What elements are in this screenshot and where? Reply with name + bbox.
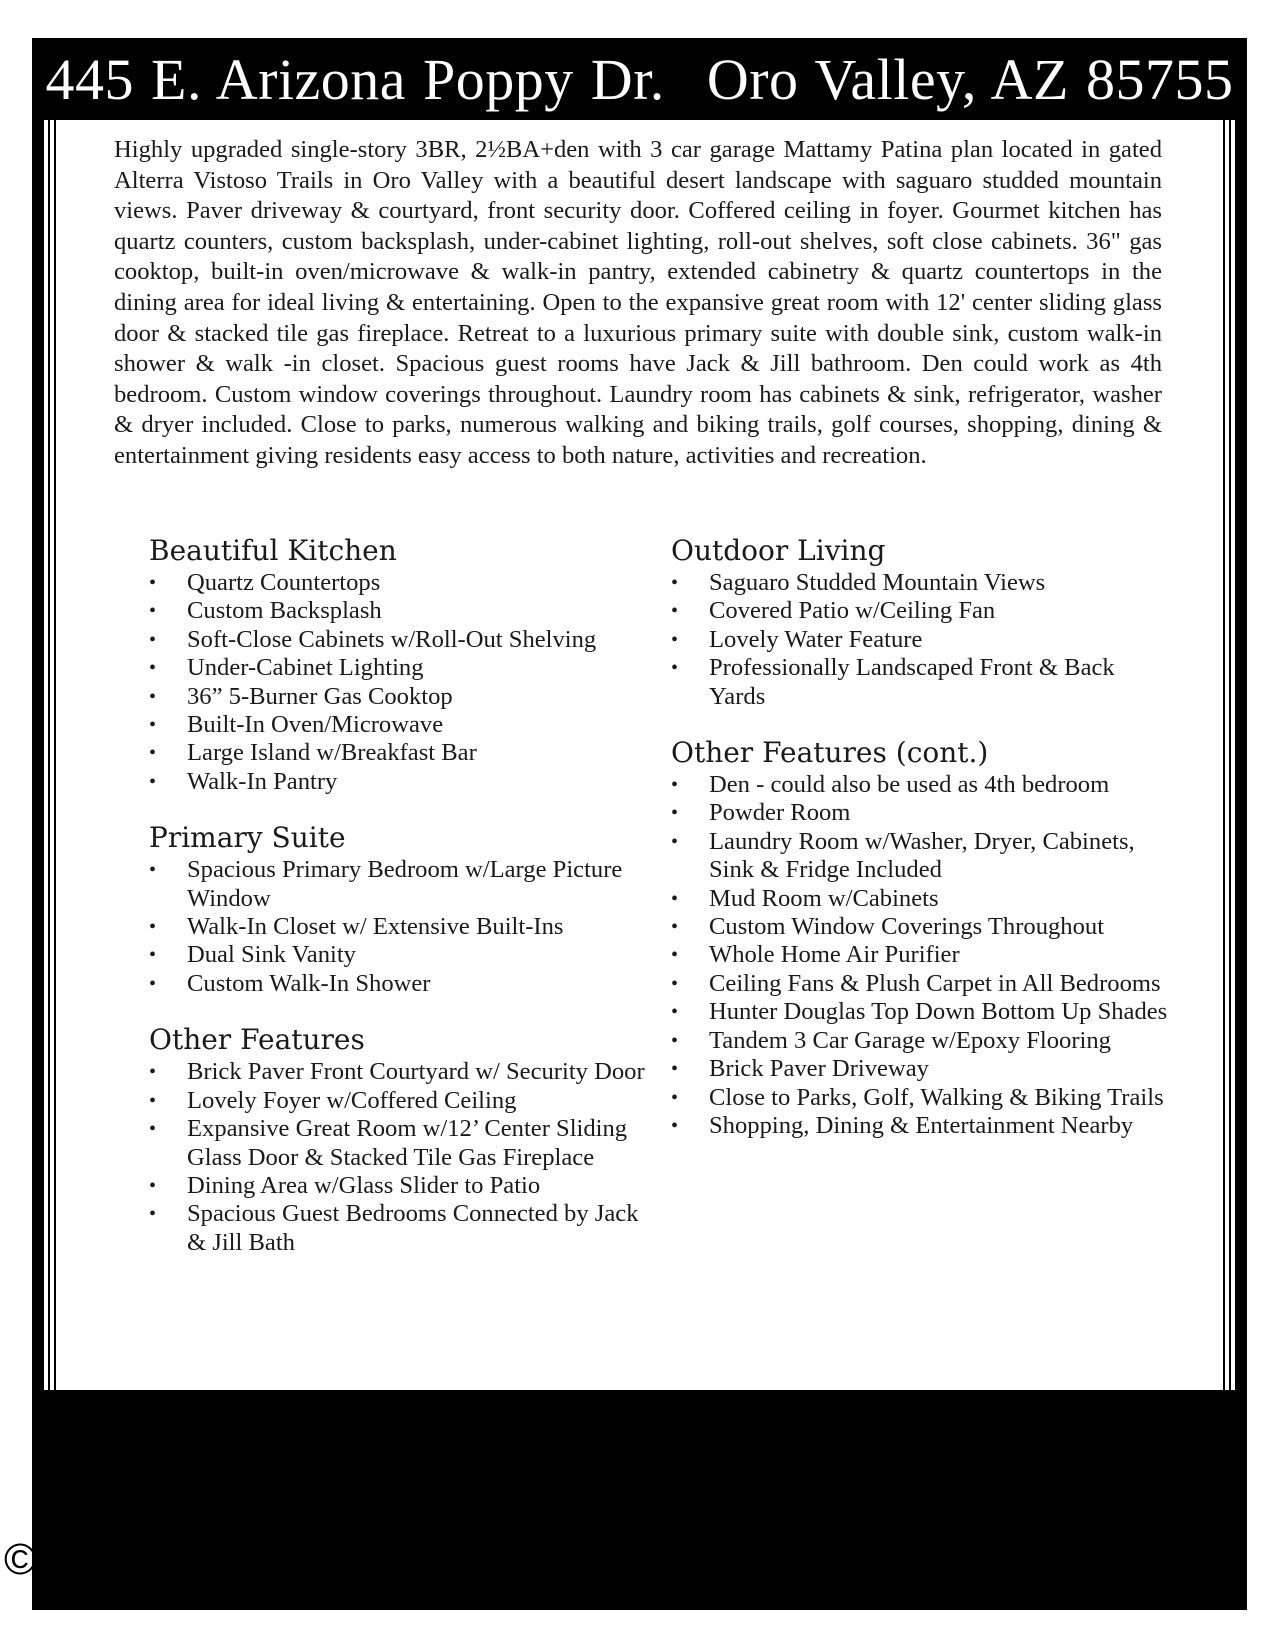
feature-item	[671, 998, 1171, 1026]
section-title: Other Features	[149, 1023, 365, 1057]
feature-item	[671, 970, 1171, 998]
section-title: Primary Suite	[149, 821, 346, 855]
feature-item	[149, 1058, 649, 1086]
feature-item	[671, 1027, 1171, 1055]
bullet-icon: •	[149, 972, 157, 995]
bullet-icon: •	[671, 572, 679, 594]
bullet-icon: •	[149, 1061, 157, 1084]
feature-item	[149, 739, 649, 767]
feature-list	[149, 856, 649, 998]
bullet-icon: •	[149, 685, 157, 708]
feature-text: Dual Sink Vanity	[187, 941, 356, 969]
feature-item	[149, 1172, 649, 1200]
feature-text: Lovely Water Feature	[709, 625, 923, 653]
feature-item	[149, 970, 649, 998]
page-title	[46, 46, 1234, 113]
bullet-icon: •	[671, 1058, 679, 1081]
feature-item	[671, 913, 1171, 941]
content-panel	[44, 120, 1235, 1390]
feature-text: Dining Area w/Glass Slider to Patio	[187, 1171, 541, 1199]
feature-text: 36” 5-Burner Gas Cooktop	[187, 682, 453, 710]
feature-text: Covered Patio w/Ceiling Fan	[709, 597, 996, 625]
section-kitchen	[149, 533, 649, 796]
city-state-zip: Oro Valley, AZ 85755	[706, 46, 1234, 112]
bullet-icon: •	[671, 1001, 679, 1024]
feature-text: Large Island w/Breakfast Bar	[187, 739, 477, 767]
feature-item	[149, 569, 649, 597]
feature-item	[671, 654, 1171, 711]
feature-list	[149, 1058, 649, 1257]
feature-item	[149, 626, 649, 654]
section-title: Outdoor Living	[671, 534, 886, 567]
bullet-icon: •	[671, 628, 679, 651]
bullet-icon: •	[149, 1203, 157, 1226]
property-description: Highly upgraded single-story 3BR, 2½BA+den with 3 car garage Mattamy Patina plan located in gated Alterra Vistoso Trails in Oro Valley with a beautiful desert landscape with saguaro studded mountain views. Paver driveway & courtyard, front security door. Coffered ceiling in foyer. Gourmet kitchen has quartz counters, custom backsplash, under-cabinet lighting, roll-out shelves, soft close cabinets. 36" gas cooktop, built-in oven/microwave & walk-in pantry, extended cabinetry & quartz countertops in the dining area for ideal living & entertaining. Open to the expansive great room with 12' center sliding glass door & stacked tile gas fireplace. Retreat to a luxurious primary suite with double sink, custom walk-in shower & walk -in closet. Spacious guest rooms have Jack & Jill bathroom. Den could work as 4th bedroom. Custom window coverings throughout. Laundry room has cabinets & sink, refrigerator, washer & dryer included. Close to parks, numerous walking and biking trails, golf courses, shopping, dining & entertainment giving residents easy access to both nature, activities and recreation.	[114, 136, 1162, 469]
bullet-icon: •	[149, 600, 157, 623]
section-other-features	[149, 1022, 649, 1257]
bullet-icon: •	[671, 1086, 679, 1109]
feature-text: Custom Backsplash	[187, 597, 382, 625]
bullet-icon: •	[671, 600, 679, 623]
feature-text: Den - could also be used as 4th bedroom	[709, 771, 1110, 799]
bullet-icon: •	[671, 916, 679, 939]
feature-list	[149, 569, 649, 796]
bullet-icon: •	[671, 944, 679, 967]
feature-text: Whole Home Air Purifier	[709, 941, 960, 969]
feature-text: Quartz Countertops	[187, 569, 381, 596]
feature-item	[149, 1200, 649, 1257]
feature-list	[671, 771, 1171, 1140]
disclaimer-text: All Information Deemed Reliable But Not Guaranteed	[454, 1560, 826, 1579]
feature-item	[671, 626, 1171, 654]
feature-text: Walk-In Closet w/ Extensive Built-Ins	[187, 913, 564, 941]
street-address: 445 E. Arizona Poppy Dr.	[45, 46, 665, 112]
feature-text: Brick Paver Front Courtyard w/ Security Door	[187, 1058, 645, 1086]
feature-item	[149, 768, 649, 796]
bullet-icon: •	[671, 802, 679, 825]
feature-text: Laundry Room w/Washer, Dryer, Cabinets, Sink & Fridge Included	[709, 827, 1135, 884]
bullet-icon: •	[671, 774, 679, 797]
feature-text: Spacious Guest Bedrooms Connected by Jack & Jill Bath	[187, 1200, 639, 1256]
feature-text: Custom Window Coverings Throughout	[709, 913, 1105, 941]
section-outdoor-living	[671, 533, 1171, 711]
feature-item	[149, 1115, 649, 1172]
feature-text: Brick Paver Driveway	[709, 1055, 929, 1083]
feature-text: Professionally Landscaped Front & Back Yards	[709, 654, 1115, 710]
feature-item	[149, 1087, 649, 1115]
bullet-icon: •	[671, 830, 679, 853]
feature-text: Built-In Oven/Microwave	[187, 711, 444, 739]
feature-text: Under-Cabinet Lighting	[187, 654, 424, 682]
feature-item	[149, 654, 649, 682]
feature-item	[671, 1084, 1171, 1112]
section-primary-suite	[149, 820, 649, 998]
bullet-icon: •	[149, 1089, 157, 1112]
bullet-icon: •	[149, 944, 157, 967]
feature-item	[671, 771, 1171, 799]
left-column	[149, 533, 649, 1257]
bullet-icon: •	[149, 916, 157, 939]
bullet-icon: •	[671, 1114, 679, 1137]
feature-item	[671, 1055, 1171, 1083]
section-other-features-cont	[671, 735, 1171, 1140]
title-bar	[32, 38, 1247, 120]
left-border-rule	[48, 120, 50, 1390]
right-border-rule	[1229, 120, 1231, 1390]
right-border-rule	[1223, 120, 1225, 1390]
bullet-icon: •	[149, 770, 157, 793]
feature-item	[671, 828, 1171, 885]
feature-text: Ceiling Fans & Plush Carpet in All Bedrooms	[709, 969, 1161, 997]
feature-item	[671, 941, 1171, 969]
feature-item	[671, 1112, 1171, 1140]
feature-text: Tandem 3 Car Garage w/Epoxy Flooring	[709, 1026, 1111, 1054]
section-title: Other Features (cont.)	[671, 736, 989, 770]
copyright-watermark: ©2025 MLSSAZ	[4, 1535, 323, 1584]
bullet-icon: •	[671, 972, 679, 995]
feature-item	[149, 856, 649, 913]
feature-item	[671, 885, 1171, 913]
bullet-icon: •	[149, 572, 157, 594]
page-frame	[32, 38, 1247, 1610]
feature-text: Custom Walk-In Shower	[187, 969, 431, 997]
feature-item	[149, 597, 649, 625]
section-title: Beautiful Kitchen	[149, 534, 397, 567]
bullet-icon: •	[149, 1118, 157, 1141]
feature-text: Powder Room	[709, 799, 851, 827]
feature-item	[671, 569, 1171, 597]
feature-item	[149, 683, 649, 711]
bullet-icon: •	[671, 1029, 679, 1052]
bullet-icon: •	[149, 742, 157, 765]
feature-text: Mud Room w/Cabinets	[709, 884, 939, 912]
feature-text: Saguaro Studded Mountain Views	[709, 569, 1046, 596]
bullet-icon: •	[671, 887, 679, 910]
bullet-icon: •	[149, 657, 157, 680]
feature-item	[671, 597, 1171, 625]
feature-text: Spacious Primary Bedroom w/Large Picture Window	[187, 856, 623, 912]
feature-text: Expansive Great Room w/12’ Center Sliding Glass Door & Stacked Tile Gas Fireplace	[187, 1115, 628, 1171]
feature-text: Lovely Foyer w/Coffered Ceiling	[187, 1086, 517, 1114]
feature-list	[671, 569, 1171, 711]
feature-text: Close to Parks, Golf, Walking & Biking Trails	[709, 1083, 1164, 1111]
feature-item	[149, 711, 649, 739]
feature-item	[671, 799, 1171, 827]
left-border-rule	[54, 120, 56, 1390]
bullet-icon: •	[149, 714, 157, 737]
feature-item	[149, 913, 649, 941]
bullet-icon: •	[671, 657, 679, 680]
feature-text: Hunter Douglas Top Down Bottom Up Shades	[709, 998, 1168, 1026]
right-column	[671, 533, 1171, 1140]
bullet-icon: •	[149, 1174, 157, 1197]
feature-text: Soft-Close Cabinets w/Roll-Out Shelving	[187, 625, 597, 653]
feature-item	[149, 941, 649, 969]
feature-text: Walk-In Pantry	[187, 767, 338, 795]
bullet-icon: •	[149, 859, 157, 882]
bullet-icon: •	[149, 628, 157, 651]
feature-text: Shopping, Dining & Entertainment Nearby	[709, 1111, 1134, 1139]
